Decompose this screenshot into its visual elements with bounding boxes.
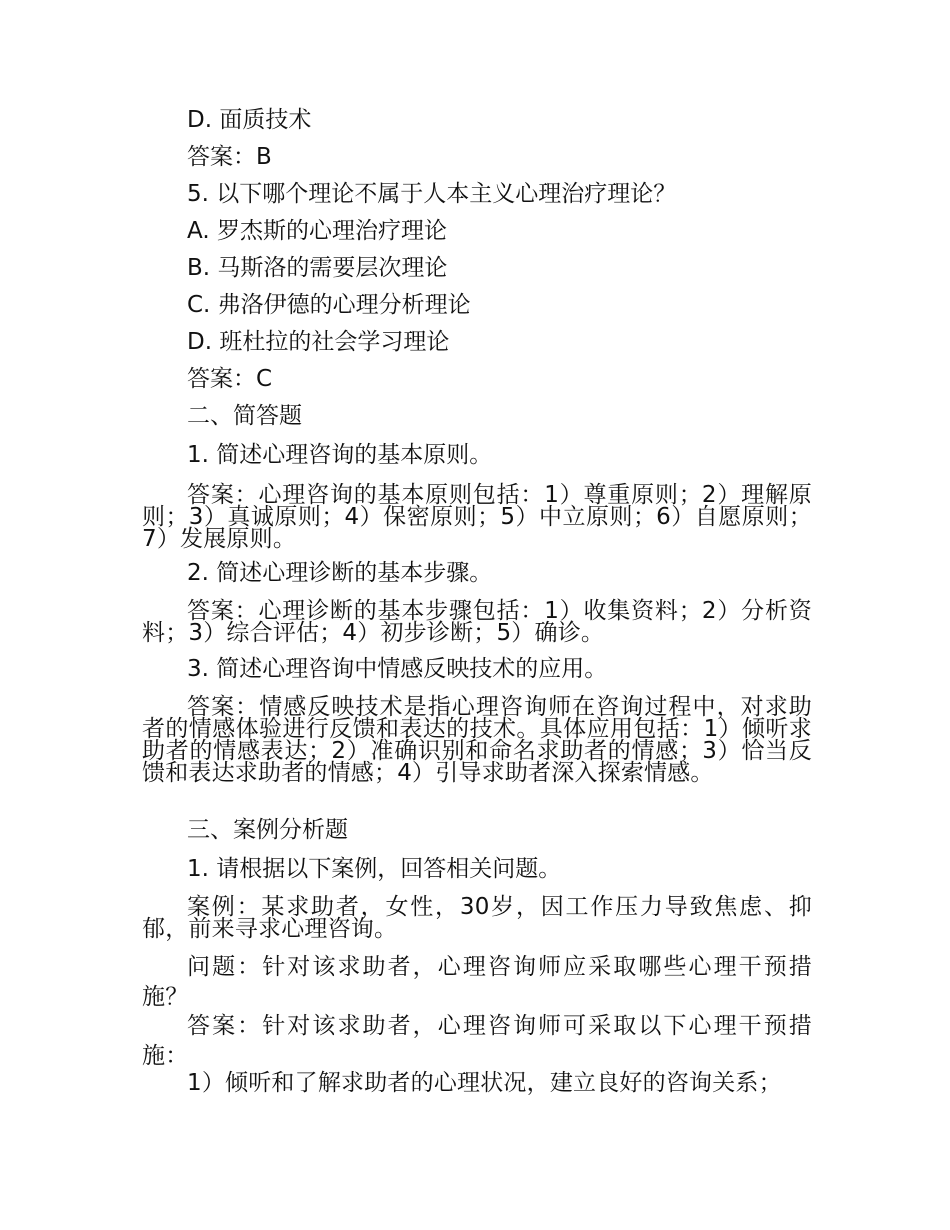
- case-answer-intro: 答案：针对该求助者，心理咨询师可采取以下心理干预措施：: [142, 1013, 812, 1069]
- case-question-prompt: 问题：针对该求助者，心理咨询师应采取哪些心理干预措施？: [142, 954, 812, 1010]
- case-answer-item-1: 1）倾听和了解求助者的心理状况，建立良好的咨询关系；: [187, 1070, 782, 1096]
- short-answer-2: 答案：心理诊断的基本步骤包括：1）收集资料；2）分析资料；3）综合评估；4）初步诊断；5）确诊。: [142, 598, 812, 646]
- answer-q4: 答案：B: [187, 144, 272, 170]
- short-question-2: 2. 简述心理诊断的基本步骤。: [187, 560, 493, 586]
- question-5: 5. 以下哪个理论不属于人本主义心理治疗理论？: [187, 181, 677, 207]
- option-d-confrontation: D. 面质技术: [187, 107, 312, 133]
- section-case-analysis-heading: 三、案例分析题: [187, 817, 348, 843]
- section-short-answer-heading: 二、简答题: [187, 403, 302, 429]
- option-c-freud: C. 弗洛伊德的心理分析理论: [187, 292, 471, 318]
- case-description: 案例：某求助者，女性，30岁，因工作压力导致焦虑、抑郁，前来寻求心理咨询。: [142, 894, 812, 942]
- option-d-bandura: D. 班杜拉的社会学习理论: [187, 329, 450, 355]
- answer-q5: 答案：C: [187, 366, 273, 392]
- short-answer-3: 答案：情感反映技术是指心理咨询师在咨询过程中，对求助者的情感体验进行反馈和表达的技术。具体应用包括：1）倾听求助者的情感表达；2）准确识别和命名求助者的情感；3）恰当反馈和表达求助者的情感；4）引导求助者深入探索情感。: [142, 694, 812, 786]
- short-answer-1: 答案：心理咨询的基本原则包括：1）尊重原则；2）理解原则；3）真诚原则；4）保密原则；5）中立原则；6）自愿原则；7）发展原则。: [142, 482, 812, 552]
- option-a-rogers: A. 罗杰斯的心理治疗理论: [187, 218, 447, 244]
- option-b-maslow: B. 马斯洛的需要层次理论: [187, 255, 448, 281]
- short-question-3: 3. 简述心理咨询中情感反映技术的应用。: [187, 656, 608, 682]
- short-question-1: 1. 简述心理咨询的基本原则。: [187, 442, 493, 468]
- case-question-1: 1. 请根据以下案例，回答相关问题。: [187, 856, 562, 882]
